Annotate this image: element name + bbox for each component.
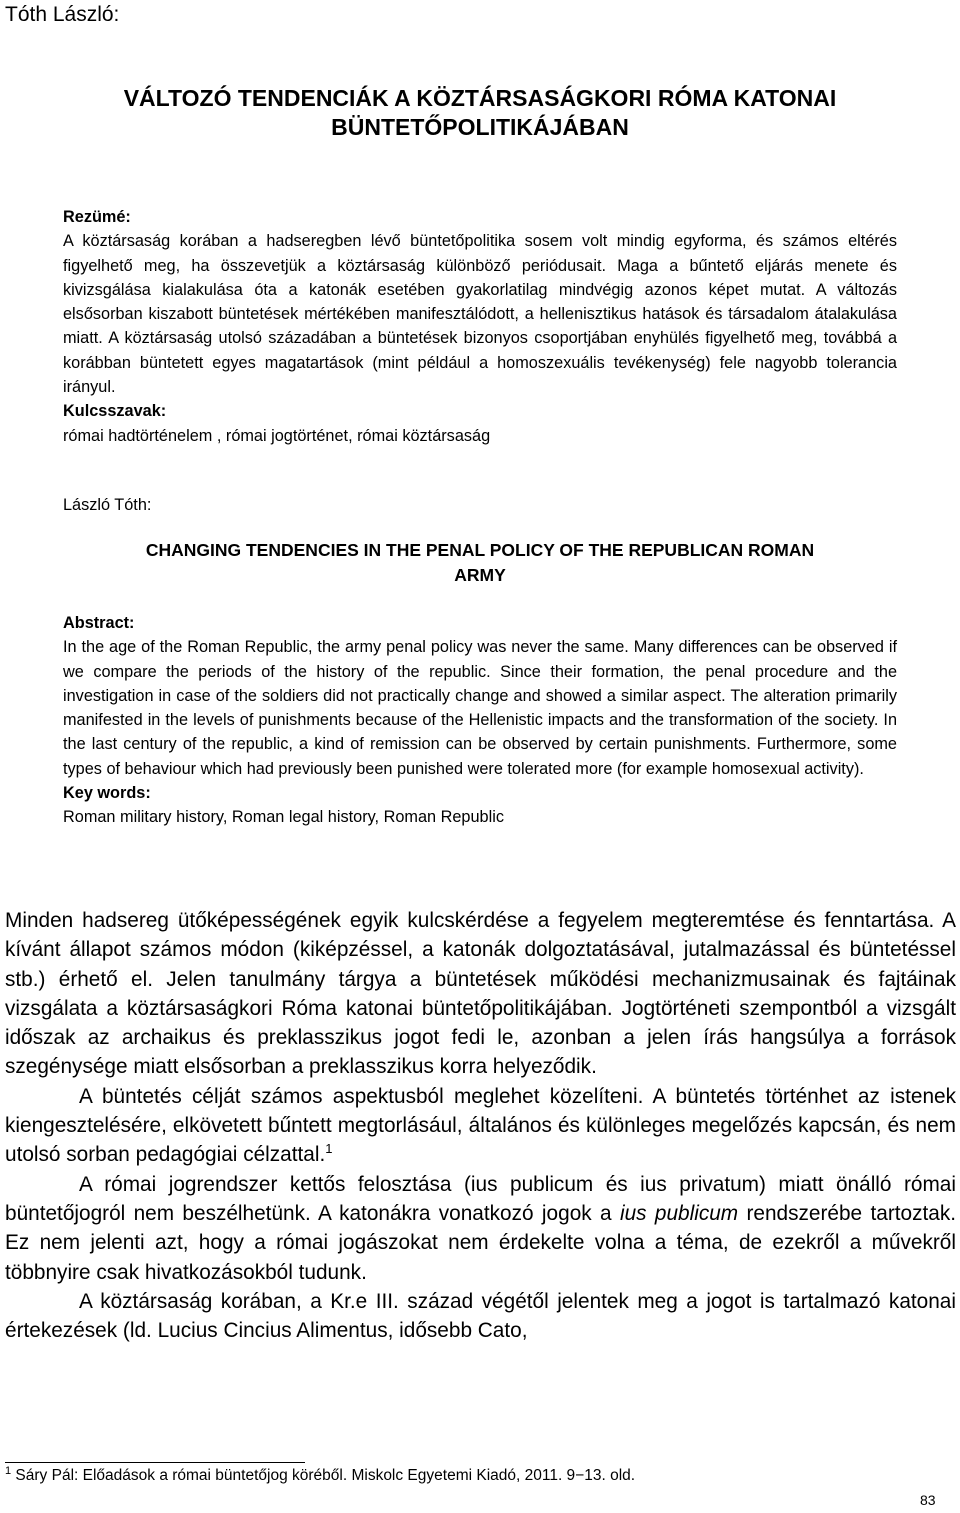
footnote-divider bbox=[5, 1462, 305, 1463]
title-hu-line-1: VÁLTOZÓ TENDENCIÁK A KÖZTÁRSASÁGKORI RÓMA KATONAI bbox=[123, 85, 837, 111]
title-hu bbox=[40, 84, 920, 142]
keywords-hu-label: Kulcsszavak: bbox=[63, 402, 167, 421]
keywords-en-label: Key words: bbox=[63, 784, 151, 803]
summary-hu-text: A köztársaság korában a hadseregben lévő büntetőpolitika sosem volt mindig egyforma, és számos eltérés figyelhető meg, ha összevetjük a köztársaság különböző periódusait. Maga a bűntető eljárás menete és kivizsgálása kialakulása óta a katonák esetében gyakorlatilag mindvégig azonos képet mutat. A változás elsősorban kiszabott büntetések mértékében manifesztálódott, a hellenisztikus hatások és társadalom átalakulása miatt. A köztársaság utolsó századában a büntetések bizonyos csoportjában enyhülés figyelhető meg, továbbá a korábban büntetett egyes magatartások (mint például a homoszexuális tevékenység) fele nagyobb tolerancia irányul. bbox=[63, 232, 897, 397]
ius-publicum-italic: ius publicum bbox=[619, 1201, 739, 1225]
title-en-line-1: CHANGING TENDENCIES IN THE PENAL POLICY OF THE REPUBLICAN ROMAN bbox=[145, 540, 815, 560]
footnote-text: Sáry Pál: Előadások a római büntetőjog köréből. Miskolc Egyetemi Kiadó, 2011. 9−13. old. bbox=[11, 1467, 636, 1484]
summary-hu-label: Rezümé: bbox=[63, 208, 131, 226]
body-paragraph-3-text-b: rendszerébe tartoztak. Ez nem jelenti azt, hogy a római jogászokat nem érdekelte volna a téma, de ezekről a művekről többnyire csak hivatkozásokból tudunk. bbox=[5, 1201, 957, 1284]
abstract-en bbox=[63, 611, 897, 830]
body-paragraph-2-text: A büntetés célját számos aspektusból meglehet közelíteni. A büntetés történhet az istenek kiengesztelésére, elkövetett bűntett megtorlásául, általános és különleges megelőzés kapcsán, és nem utolsó sorban pedagógiai célzattal. bbox=[5, 1084, 956, 1167]
abstract-en-text: In the age of the Roman Republic, the army penal policy was never the same. Many differences can be observed if we compare the periods of the history of the republic. Since their formation, the penal procedure and the investigation in case of the soldiers did not practically change and showed a similar aspect. The alteration primarily manifested in the levels of punishments because of the Hellenistic impacts and the transformation of the society. In the last century of the republic, a kind of remission can be observed by certain punishments. Furthermore, some types of behaviour which had previously been punished were tolerated more (for example homosexual activity). bbox=[63, 638, 897, 778]
page-number: 83 bbox=[920, 1492, 936, 1508]
body-paragraph-1: Minden hadsereg ütőképességének egyik kulcskérdése a fegyelem megteremtése és fenntartása. A kívánt állapot számos módon (kiképzéssel, a katonák dolgoztatásával, jutalmazással és büntetéssel stb.) érhető el. Jelen tanulmány tárgya a büntetések működési mechanizmusainak és fajtáinak vizsgálata a köztársaságkori Róma katonai büntetőpolitikájában. Jogtörténeti szempontból a vizsgált időszak az archaikus és preklasszikus jogot fedi le, azonban a jelen írás hangsúlya a források szegénysége miatt elsősorban a preklasszikus korra helyeződik. bbox=[5, 909, 956, 1079]
body-paragraph-3 bbox=[5, 1170, 956, 1287]
footnote-number: 1 bbox=[5, 1464, 12, 1477]
summary-hu bbox=[63, 205, 897, 448]
body-paragraph-2 bbox=[5, 1082, 956, 1170]
abstract-en-label: Abstract: bbox=[63, 614, 135, 632]
author-name-en: László Tóth: bbox=[63, 496, 152, 514]
footnote-1 bbox=[5, 1466, 635, 1486]
keywords-hu: római hadtörténelem , római jogtörténet, római köztársaság bbox=[63, 426, 491, 445]
body-paragraph-3-text-a: A római jogrendszer kettős felosztása (ius publicum és ius privatum) miatt önálló római büntetőjogról nem beszélhetünk. A katonákra vonatkozó jogok a bbox=[5, 1172, 956, 1225]
author-name-hu: Tóth László: bbox=[5, 3, 120, 26]
title-en bbox=[40, 538, 920, 588]
title-hu-line-2: BÜNTETŐPOLITIKÁJÁBAN bbox=[331, 114, 629, 140]
keywords-en: Roman military history, Roman legal history, Roman Republic bbox=[63, 808, 504, 827]
body-text bbox=[5, 906, 956, 1345]
footnote-ref-1[interactable]: 1 bbox=[325, 1141, 333, 1157]
body-paragraph-4: A köztársaság korában, a Kr.e III. század végétől jelentek meg a jogot is tartalmazó katonai értekezések (ld. Lucius Cincius Alimentus, idősebb Cato, bbox=[5, 1289, 956, 1343]
title-en-line-2: ARMY bbox=[454, 565, 506, 585]
